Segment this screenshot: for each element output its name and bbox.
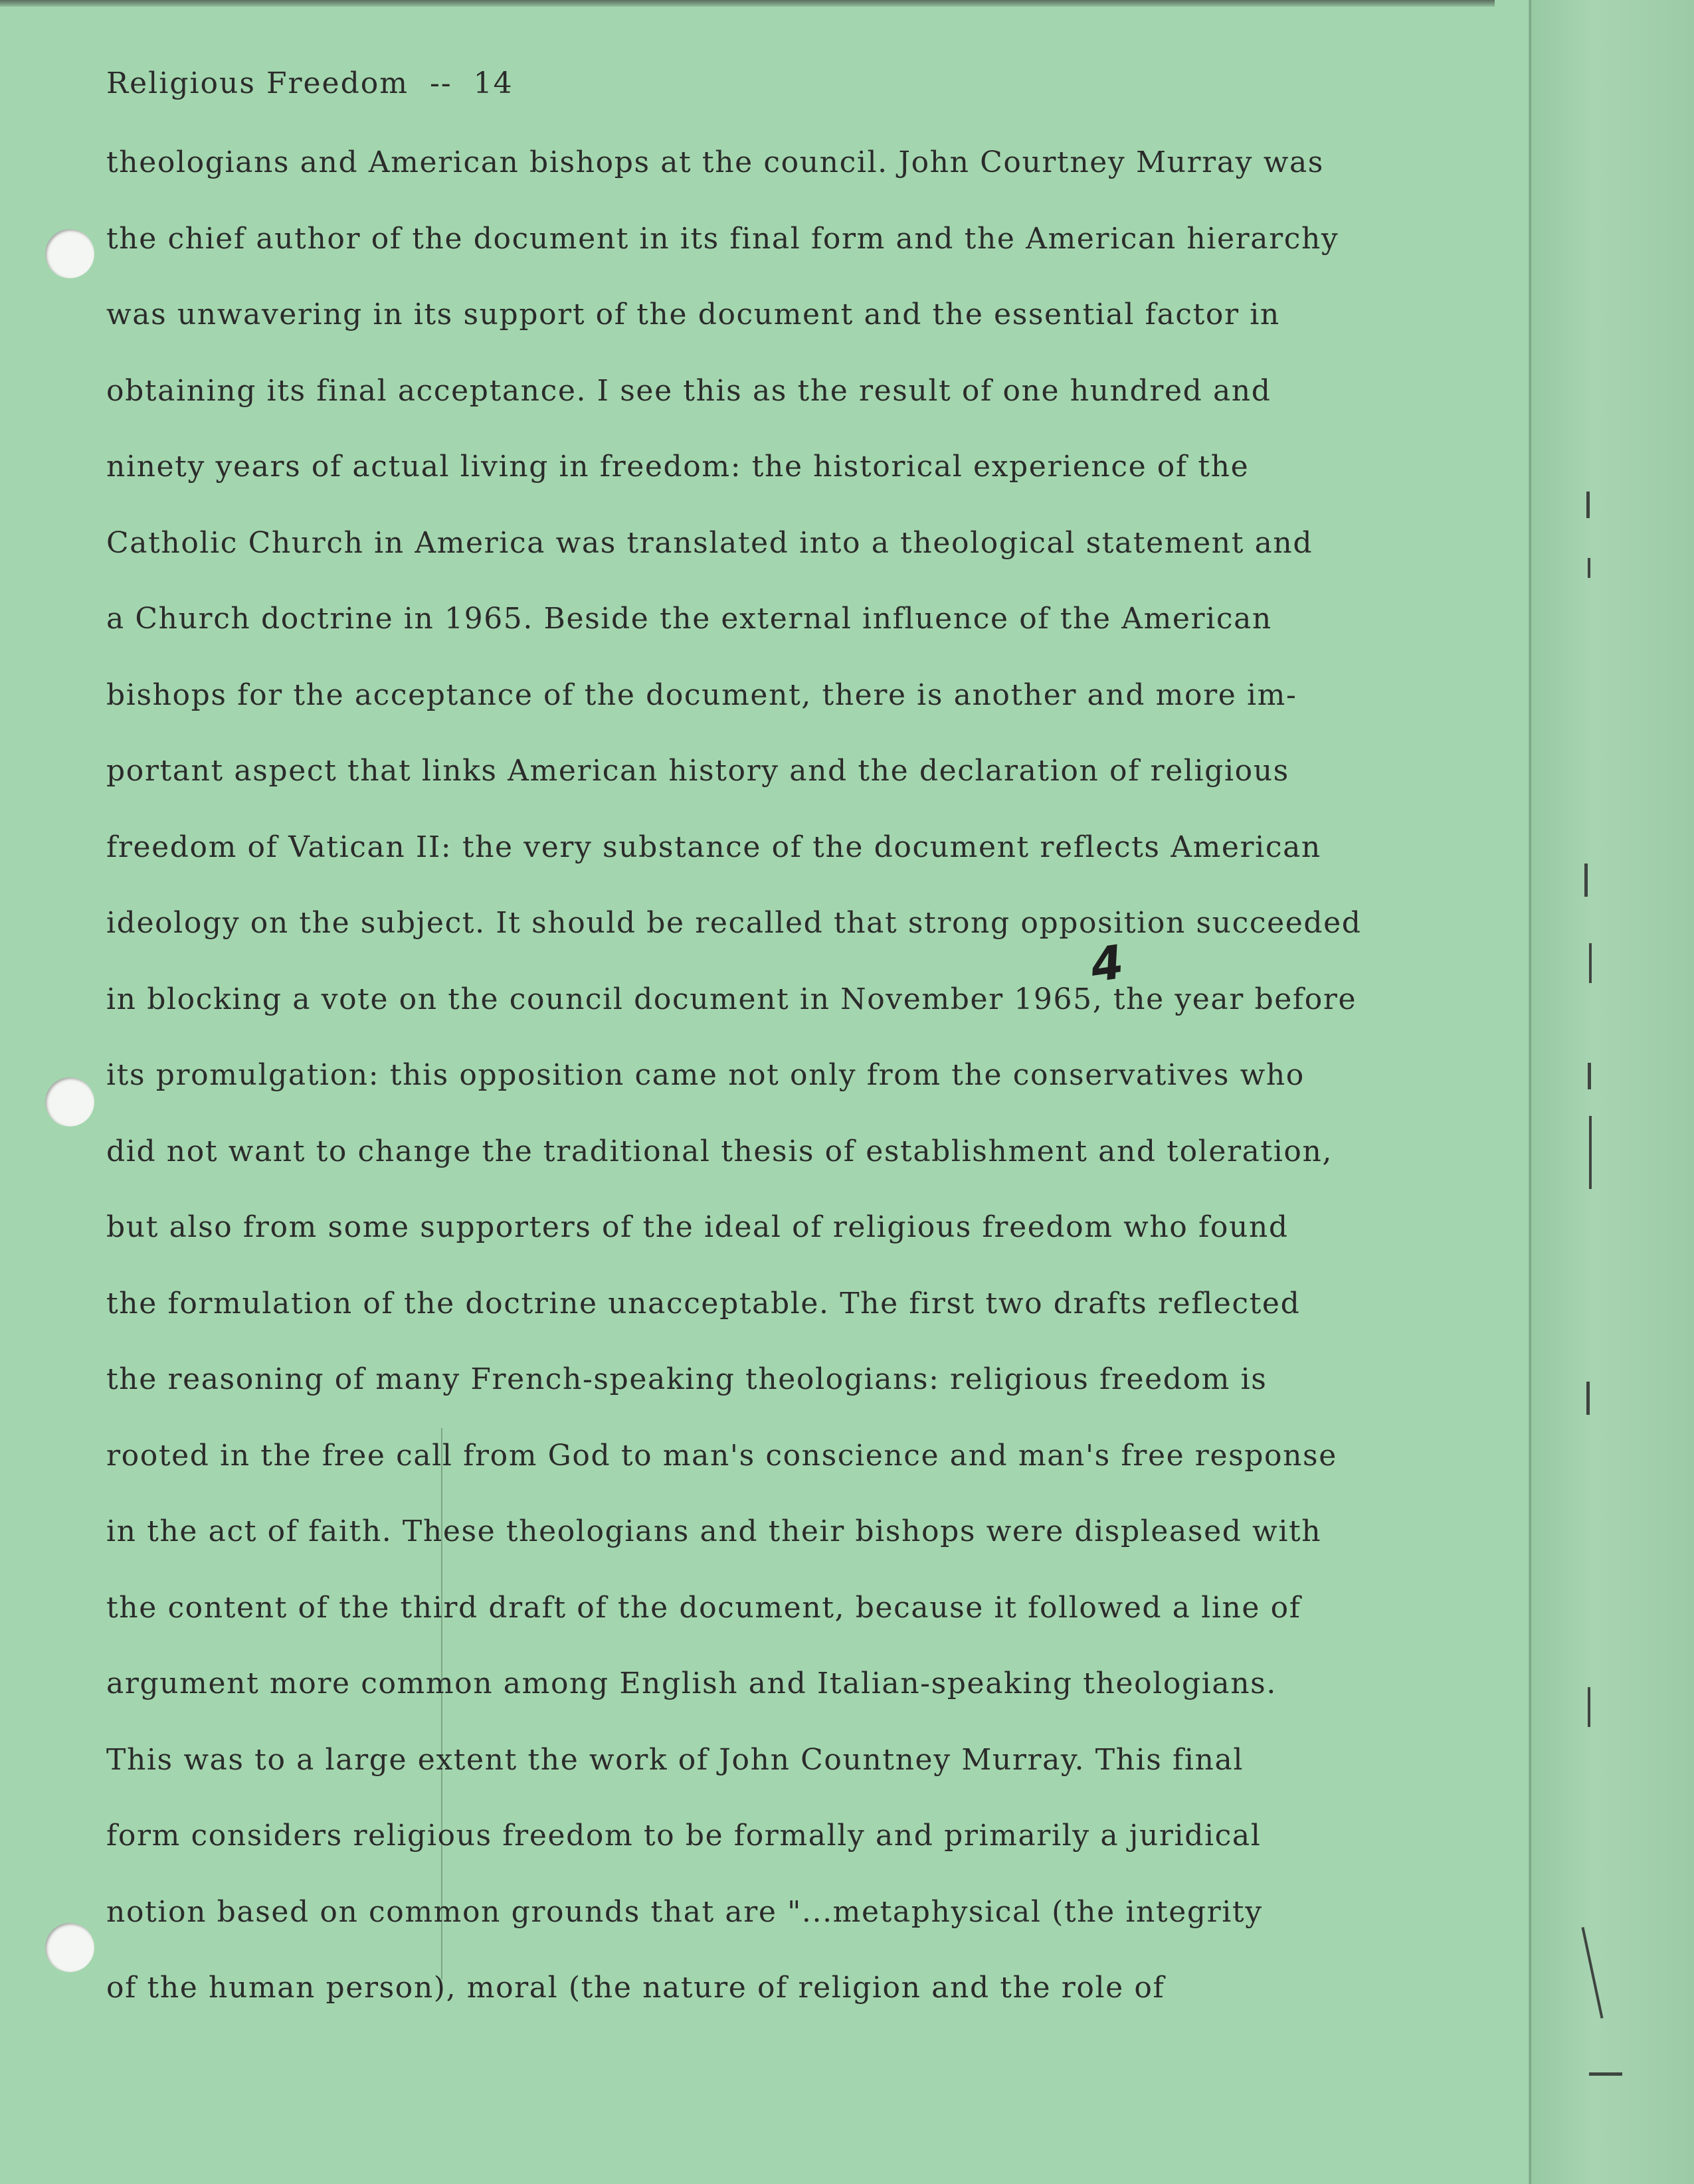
punch-hole (45, 1923, 94, 1972)
body-text (106, 133, 1448, 2035)
margin-mark (1588, 558, 1590, 578)
punch-hole (45, 1077, 94, 1127)
page-right-margin-strip (1528, 0, 1694, 2184)
text-line: freedom of Vatican II: the very substance of the document reflects American (106, 830, 1321, 864)
text-line: notion based on common grounds that are "...metaphysical (the integrity (106, 1894, 1263, 1929)
text-line: rooted in the free call from God to man's conscience and man's free response (106, 1438, 1337, 1473)
page-fold-line (1529, 0, 1531, 2184)
text-line: of the human person), moral (the nature of religion and the role of (106, 1971, 1165, 2005)
text-line: form considers religious freedom to be formally and primarily a juridical (106, 1819, 1262, 1853)
text-line: the reasoning of many French-speaking theologians: religious freedom is (106, 1362, 1268, 1396)
page-top-edge (0, 0, 1495, 7)
text-line: Catholic Church in America was translated into a theological statement and (106, 525, 1313, 560)
text-line: in blocking a vote on the council document in November 1965, the year before (106, 982, 1357, 1016)
text-line: theologians and American bishops at the council. John Courtney Murray was (106, 145, 1324, 179)
text-line: obtaining its final acceptance. I see this as the result of one hundred and (106, 373, 1271, 408)
punch-hole (45, 229, 94, 278)
text-line: a Church doctrine in 1965. Beside the external influence of the American (106, 602, 1272, 636)
text-line: This was to a large extent the work of John Countney Murray. This final (106, 1742, 1244, 1777)
text-line: the formulation of the doctrine unacceptable. The first two drafts reflected (106, 1286, 1301, 1320)
margin-mark (1584, 864, 1588, 897)
text-line: bishops for the acceptance of the document, there is another and more im- (106, 678, 1297, 712)
text-line: was unwavering in its support of the document and the essential factor in (106, 298, 1280, 331)
text-line: argument more common among English and Italian-speaking theologians. (106, 1667, 1277, 1700)
text-line: ideology on the subject. It should be recalled that strong opposition succeeded (106, 906, 1362, 940)
margin-mark (1589, 943, 1592, 983)
running-header: Religious Freedom -- 14 (106, 66, 514, 100)
text-line: portant aspect that links American history and the declaration of religious (106, 754, 1289, 788)
text-line: in the act of faith. These theologians and their bishops were displeased with (106, 1514, 1322, 1548)
margin-mark (1589, 1116, 1592, 1189)
text-line: its promulgation: this opposition came not only from the conservatives who (106, 1058, 1305, 1092)
margin-mark (1586, 1382, 1590, 1415)
text-line: the content of the third draft of the document, because it followed a line of (106, 1590, 1301, 1625)
text-line: the chief author of the document in its final form and the American hierarchy (106, 221, 1339, 256)
margin-mark (1586, 492, 1590, 518)
margin-mark (1588, 1687, 1590, 1727)
text-line: but also from some supporters of the ideal of religious freedom who found (106, 1210, 1289, 1244)
margin-mark (1589, 2072, 1622, 2076)
text-line: did not want to change the traditional thesis of establishment and toleration, (106, 1134, 1333, 1168)
text-line: ninety years of actual living in freedom: the historical experience of the (106, 450, 1250, 484)
margin-mark (1588, 1063, 1591, 1089)
handwritten-correction: 4 (1087, 935, 1127, 993)
